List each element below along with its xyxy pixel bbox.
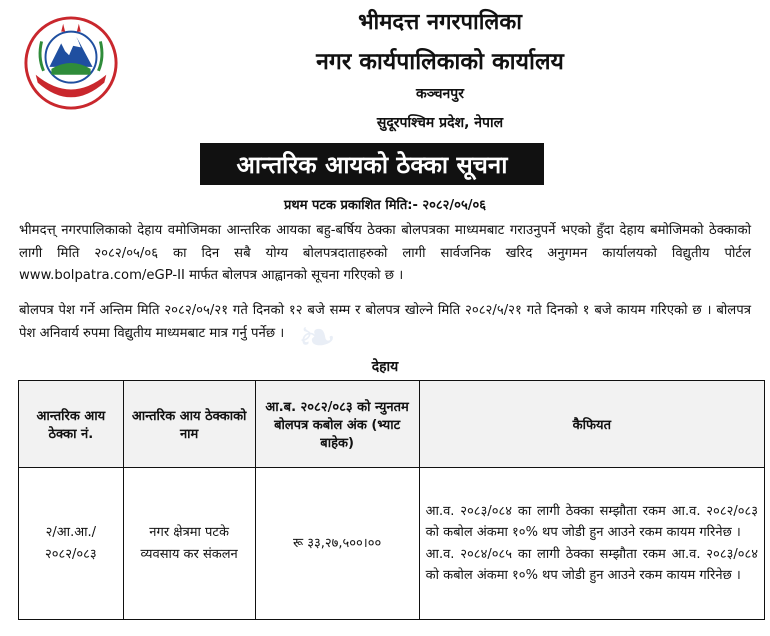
office-name: नगर कार्यपालिकाको कार्यालय [316,49,564,75]
header-tender-name: आन्तरिक आय ठेक्काको नाम [123,381,255,468]
cell-tender-name: नगर क्षेत्रमा पटके व्यवसाय कर संकलन [123,468,255,620]
cell-minimum-bid: रू ३३,२७,५००।०० [255,468,419,620]
annex-title: देहाय [371,359,399,375]
tender-table [18,380,765,620]
org-name: भीमदत्त नगरपालिका [358,10,522,35]
province: सुदूरपश्चिम प्रदेश, नेपाल [376,115,504,131]
table-header-row [19,381,765,468]
nepal-emblem-icon [22,14,120,112]
remarks-line-2: आ.व. २०८४/०८५ का लागी ठेक्का सम्झौता रकम आ.व. २०८३/०८४ को कबोल अंकमा १०% थप जोडी हुन आउने रकम कायम गरिनेछ । [425,546,758,583]
header-remarks: कैफियत [419,381,764,468]
notice-paragraph-1: भीमदत्त् नगरपालिकाको देहाय वमोजिमका आन्तरिक आयका बहु-बर्षिय ठेक्का बोलपत्रका माध्यमबाट गराउनुपर्ने भएको हुँदा देहाय बमोजिमको ठेक्काको लागी मिति २०८२/०५/०६ का दिन सबै योग्य बोलपत्रदाताहरुको लागी सार्वजनिक खरिद अनुगमन कार्यालयको विद्युतीय पोर्टल www.bolpatra.com/eGP-II मार्फत बोलपत्र आह्वानको सूचना गरिएको छ । [19,223,751,283]
table-row [19,468,765,620]
notice-title: आन्तरिक आयको ठेक्का सूचना [200,143,544,185]
district: कञ्चनपुर [416,86,464,102]
notice-paragraph-2: बोलपत्र पेश गर्ने अन्तिम मिति २०८२/०५/२१ गते दिनको १२ बजे सम्म र बोलपत्र खोल्ने मिति २०८२/५/२१ गते दिनको १ बजे कायम गरिएको छ । बोलपत्र पेश अनिवार्य रुपमा विद्युतीय माध्यमबाट मात्र गर्नु पर्नेछ । [19,303,751,341]
remarks-line-1: आ.व. २०८३/०८४ का लागी ठेक्का सम्झौता रकम आ.व. २०८२/०८३ को कबोल अंकमा १०% थप जोडी हुन आउने रकम कायम गरिनेछ । [425,503,758,540]
header-minimum-bid: आ.ब. २०८२/०८३ को न्युनतम बोलपत्र कबोल अंक (भ्याट बाहेक) [255,381,419,468]
cell-tender-number: २/आ.आ./ २०८२/०८३ [19,468,124,620]
watermark: ❧ [298,310,338,364]
publish-date: प्रथम पटक प्रकाशित मिति:- २०८२/०५/०६ [284,198,486,213]
cell-remarks [419,468,764,620]
header-tender-number: आन्तरिक आय ठेक्का नं. [19,381,124,468]
